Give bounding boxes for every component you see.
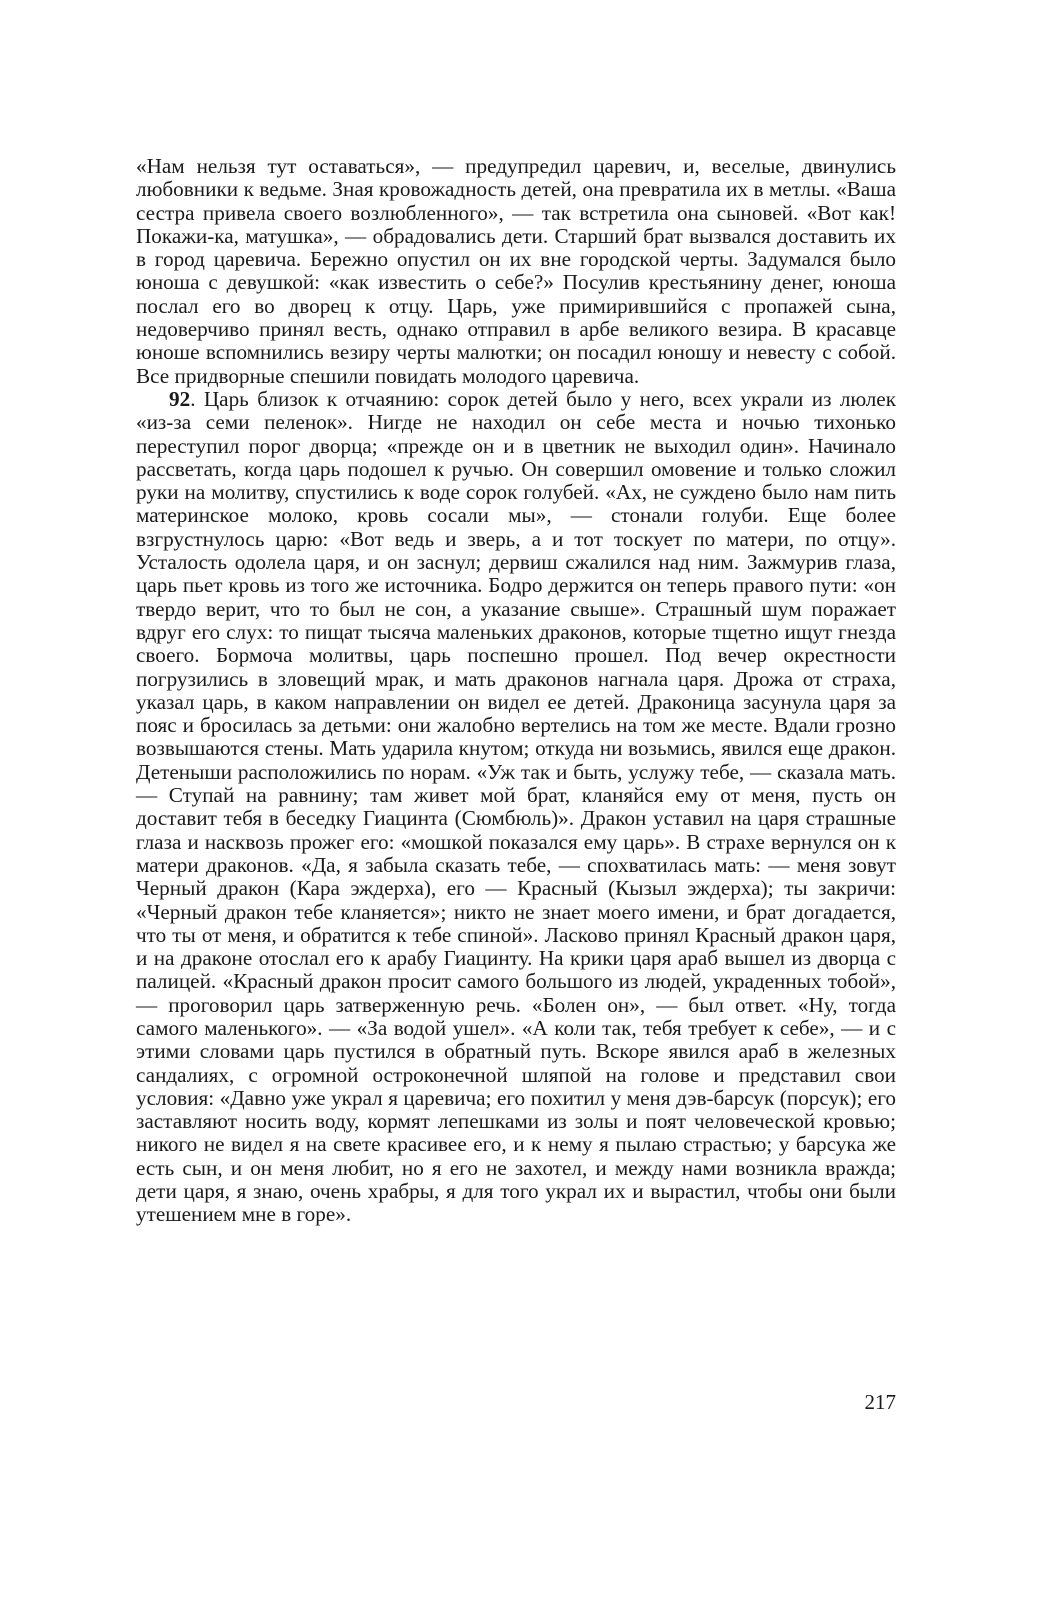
page-number: 217 <box>864 1390 896 1414</box>
paragraph-number: 92 <box>169 386 191 411</box>
paragraph-continuation: «Нам нельзя тут оставаться», — предупредил царевич, и, веселые, двинулись любовники к ведьме. Зная кровожадность детей, она превратила их в метлы. «Ваша сестра привела своего возлюбленного», — так встретила она сыновей. «Вот как! Покажи-ка, матушка», — обрадовались дети. Старший брат вызвался доставить их в город царевича. Бережно опустил он их вне городской черты. Задумался было юноша с девушкой: «как известить о себе?» Посулив крестьянину денег, юноша послал его во дворец к отцу. Царь, уже примирившийся с пропажей сына, недоверчиво принял весть, однако отправил в арбе великого везира. В красавце юноше вспомнились везиру черты малютки; он посадил юношу и невесту с собой. Все придворные спешили повидать молодого царевича. <box>136 154 896 388</box>
paragraph-92-text: . Царь близок к отчаянию: сорок детей было у него, всех украли из люлек «из-за семи пеленок». Нигде не находил он себе места и ночью тихонько переступил порог дворца; «прежде он и в цветник не выходил один». Начинало рассветать, когда царь подошел к ручью. Он совершил омовение и только сложил руки на молитву, спустились к воде сорок голубей. «Ах, не суждено было нам пить материнское молоко, кровь сосали мы», — стонали голуби. Еще более взгрустнулось царю: «Вот ведь и зверь, а и тот тоскует по матери, по отцу». Усталость одолела царя, и он заснул; дервиш сжалился над ним. Зажмурив глаза, царь пьет кровь из того же источника. Бодро держится он теперь правого пути: «он твердо верит, что то был не сон, а указание свыше». Страшный шум поражает вдруг его слух: то пищат тысяча маленьких драконов, которые тщетно ищут гнезда своего. Бормоча молитвы, царь поспешно прошел. Под вечер окрестности погрузились в зловещий мрак, и мать драконов нагнала царя. Дрожа от страха, указал царь, в каком направлении он видел ее детей. Драконица засунула царя за пояс и бросилась за детьми: они жалобно вертелись на том же месте. Вдали грозно возвышаются стены. Мать ударила кнутом; откуда ни возьмись, явился еще дракон. Детеныши расположились по норам. «Уж так и быть, услужу тебе, — сказала мать. — Ступай на равнину; там живет мой брат, кланяйся ему от меня, пусть он доставит тебя в беседку Гиацинта (Сюмбюль)». Дракон уставил на царя страшные глаза и насквозь прожег его: «мошкой показался ему царь». В страхе вернулся он к матери драконов. «Да, я забыла сказать тебе, — спохватилась мать: — меня зовут Черный дракон (Кара эждерха), его — Красный (Кызыл эждерха); ты закричи: «Черный дракон тебе кланяется»; никто не знает моего имени, и брат догадается, что ты от меня, и обратится к тебе спиной». Ласково принял Красный дракон царя, и на драконе отослал его к арабу Гиацинту. На крики царя араб вышел из дворца с палицей. «Красный дракон просит самого большого из людей, украденных тобой», — проговорил царь затверженную речь. «Болен он», — был ответ. «Ну, тогда самого маленького». — «За водой ушел». «А коли так, тебя требует к себе», — и с этими словами царь пустился в обратный путь. Вскоре явился араб в железных сандалиях, с огромной остроконечной шляпой на голове и представил свои условия: «Давно уже украл я царевича; его похитил у меня дэв-барсук (порсук); его заставляют носить воду, кормят лепешками из золы и поят человеческой кровью; никого не видел я на свете красивее его, и к нему я пылаю страстью; у барсука же есть сын, и он меня любит, но я его не захотел, и между нами возникла вражда; дети царя, я знаю, очень храбры, я для того украл их и вырастил, чтобы они были утешением мне в горе». <box>136 386 896 1227</box>
paragraph-92 <box>136 388 896 1227</box>
body-text <box>136 155 896 1227</box>
